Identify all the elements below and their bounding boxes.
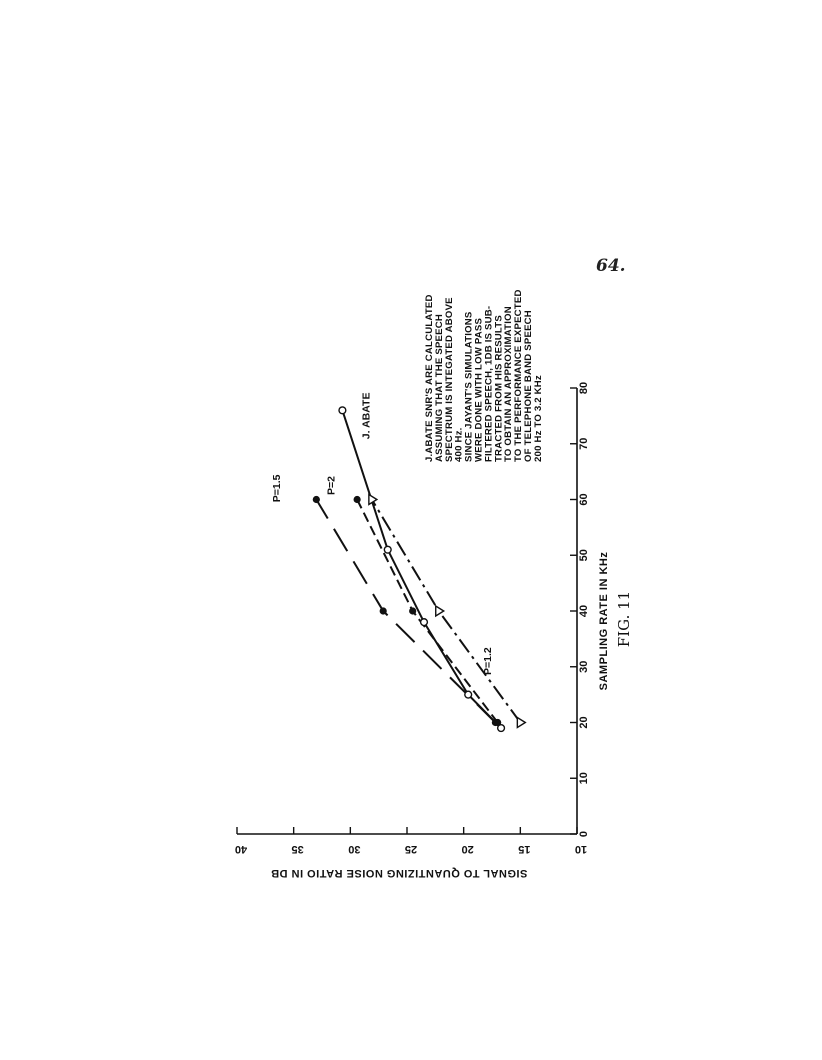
annotation-line: OF TELEPHONE BAND SPEECH <box>523 310 534 462</box>
y-tick-label: 20 <box>461 843 474 855</box>
annotation-line: SINCE JAYANT'S SIMULATIONS <box>463 311 475 462</box>
series-label: P=1.2 <box>481 647 494 676</box>
x-tick-label: 80 <box>578 381 590 395</box>
y-tick-label: 10 <box>574 843 588 855</box>
x-tick-label: 20 <box>578 716 590 729</box>
annotation-line: TO OBTAIN AN APPROXIMATION <box>503 306 515 462</box>
series-label: P=1.5 <box>271 474 284 503</box>
annotation-line: 200 Hz TO 3.2 KHz <box>532 375 544 462</box>
data-point <box>354 496 361 503</box>
data-point <box>409 607 416 614</box>
x-tick-label: 40 <box>578 604 590 618</box>
y-axis-title: SIGNAL TO QUANTIZING NOISE RATIO IN DB <box>270 867 528 879</box>
annotation-line: TO THE PERFORMANCE EXPECTED <box>513 289 525 462</box>
annotation-line: FILTERED SPEECH, 1DB IS SUB- <box>483 305 495 462</box>
annotation-line: ASSUMING THAT THE SPEECH <box>433 313 445 462</box>
figure-label: FIG. 11 <box>615 590 633 648</box>
x-tick-label: 70 <box>578 437 590 450</box>
data-point <box>384 546 391 553</box>
y-tick-label: 35 <box>291 843 304 855</box>
series-line-0 <box>316 500 495 723</box>
y-tick-label: 25 <box>404 843 418 855</box>
data-point <box>313 496 320 503</box>
x-axis-title: SAMPLING RATE IN KHz <box>598 551 610 691</box>
x-tick-label: 10 <box>578 772 590 785</box>
series-label: J. ABATE <box>360 392 373 440</box>
data-point <box>339 407 346 414</box>
annotation-line: SPECTRUM IS INTEGATED ABOVE <box>443 297 455 462</box>
x-tick-label: 30 <box>578 660 590 673</box>
x-tick-label: 0 <box>578 830 590 838</box>
data-point <box>465 691 472 698</box>
data-point <box>498 725 505 732</box>
y-tick-label: 15 <box>518 843 531 855</box>
annotation-line: TRACTED FROM HIS RESULTS <box>493 315 505 462</box>
x-tick-label: 60 <box>578 493 590 506</box>
series-label: P=2 <box>325 476 338 496</box>
data-point <box>436 606 444 616</box>
data-point <box>421 619 428 626</box>
y-tick-label: 30 <box>348 843 361 855</box>
annotation-line: WERE DONE WITH LOW PASS <box>473 317 485 462</box>
series-line-1 <box>357 500 498 723</box>
data-point <box>380 607 387 614</box>
annotation-line: J.ABATE SNR'S ARE CALCULATED <box>424 294 435 462</box>
page-number: 64. <box>596 256 626 276</box>
series-line-3 <box>372 500 520 723</box>
y-tick-label: 40 <box>234 843 248 855</box>
x-tick-label: 50 <box>578 549 590 562</box>
annotation-line: 400 Hz. <box>453 427 465 462</box>
data-point <box>517 718 525 728</box>
